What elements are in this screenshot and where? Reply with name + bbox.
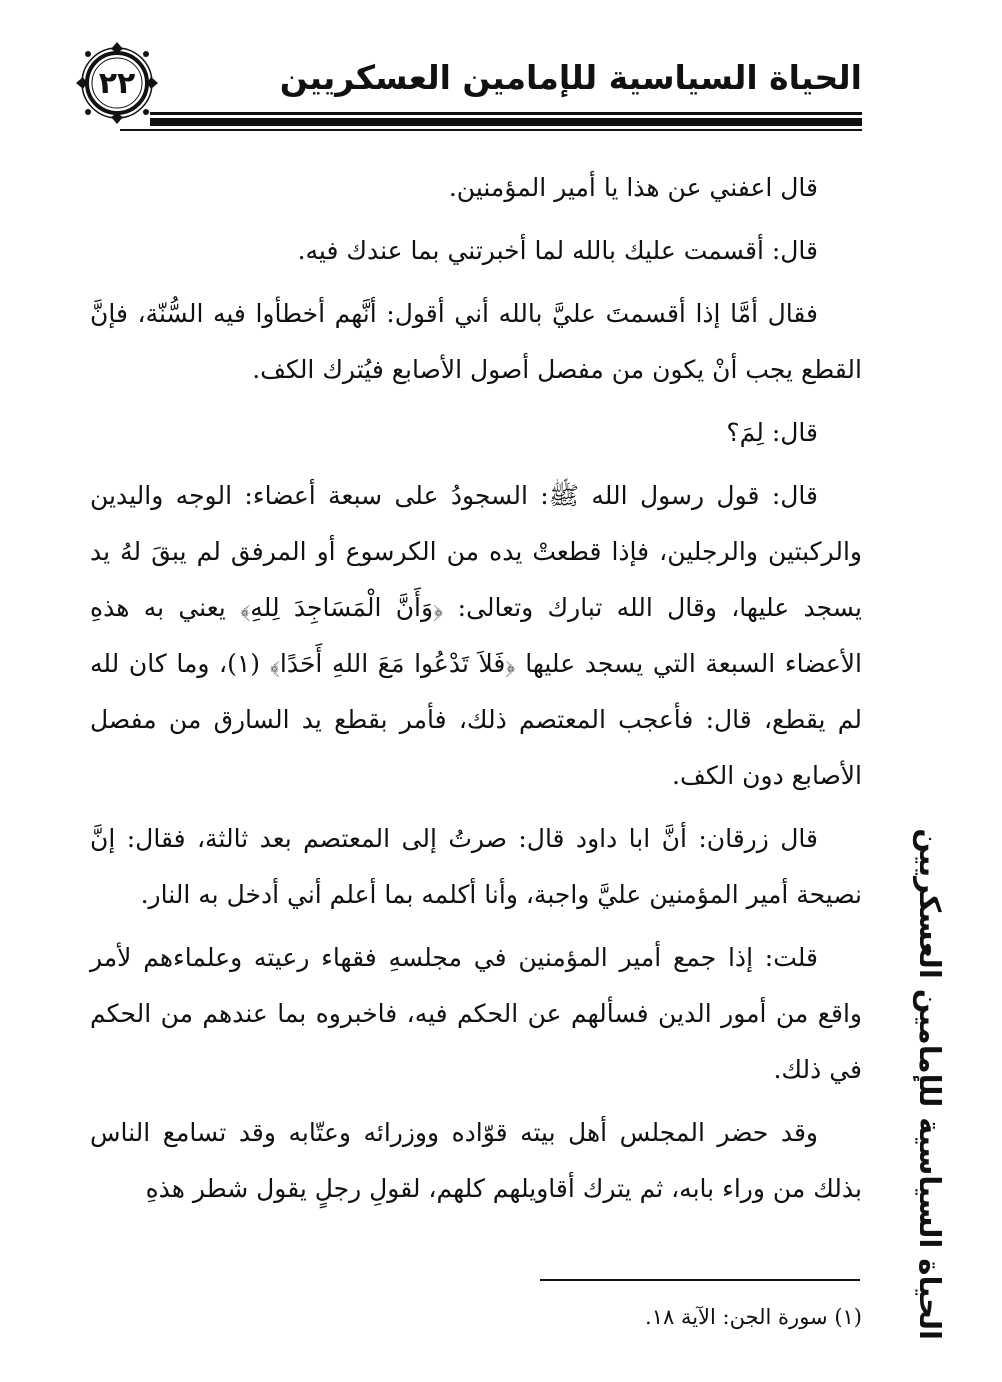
page-number-medallion <box>74 40 160 126</box>
footnote: (١) سورة الجن: الآية ١٨. <box>645 1305 862 1329</box>
paragraph: قلت: إذا جمع أمير المؤمنين في مجلسهِ فقهاء رعيته وعلماءهم لأمر واقع من أمور الدين فسألهم عن الحكم فيه، فاخبروه بما عندهم من الحكم في ذلك. <box>90 943 862 1084</box>
body-text <box>90 160 862 1224</box>
paragraph: قال اعفني عن هذا يا أمير المؤمنين. <box>448 173 818 202</box>
header-rule-thick <box>150 118 862 126</box>
footnote-divider <box>540 1279 860 1281</box>
header-rule-thin <box>120 129 862 131</box>
running-header-title: الحياة السياسية للإمامين العسكريين <box>279 58 862 97</box>
header-rule <box>150 112 862 115</box>
paragraph: قال: قول رسول الله ﷺ: السجودُ على سبعة أعضاء: الوجه واليدين والركبتين والرجلين، فإذا قطعتْ يده من الكرسوع أو المرفق لم يبقَ لهُ يد يسجد عليها، وقال الله تبارك وتعالى: ﴿وَأَنَّ الْمَسَاجِدَ لِلهِ﴾ يعني به هذهِ الأعضاء السبعة التي يسجد عليها ﴿فَلاَ تَدْعُوا مَعَ اللهِ أَحَدًا﴾ (١)، وما كان لله لم يقطع، قال: فأعجب المعتصم ذلك، فأمر بقطع يد السارق من مفصل الأصابع دون الكف. <box>90 481 862 790</box>
paragraph: فقال أمَّا إذا أقسمتَ عليَّ بالله أني أقول: أنَّهم أخطأوا فيه السُّنّة، فإنَّ القطع يجب أنْ يكون من مفصل أصول الأصابع فيُترك الكف. <box>90 299 862 384</box>
page-number: ٢٢ <box>98 65 136 101</box>
paragraph: قال زرقان: أنَّ ابا داود قال: صرتُ إلى المعتصم بعد ثالثة، فقال: إنَّ نصيحة أمير المؤمنين عليَّ واجبة، وأنا أكلمه بما أعلم أني أدخل به النار. <box>90 824 862 909</box>
paragraph: وقد حضر المجلس أهل بيته قوّاده ووزرائه وعتّابه وقد تسامع الناس بذلك من وراء بابه، ثم يترك أقاويلهم كلهم، لقولِ رجلٍ يقول شطر هذهِ <box>90 1118 862 1203</box>
paragraph: قال: أقسمت عليك بالله لما أخبرتني بما عندك فيه. <box>297 236 818 265</box>
paragraph: قال: لِمَ؟ <box>726 418 818 447</box>
side-margin-title: الحياة السياسية للإمامين العسكريين <box>913 828 947 1340</box>
